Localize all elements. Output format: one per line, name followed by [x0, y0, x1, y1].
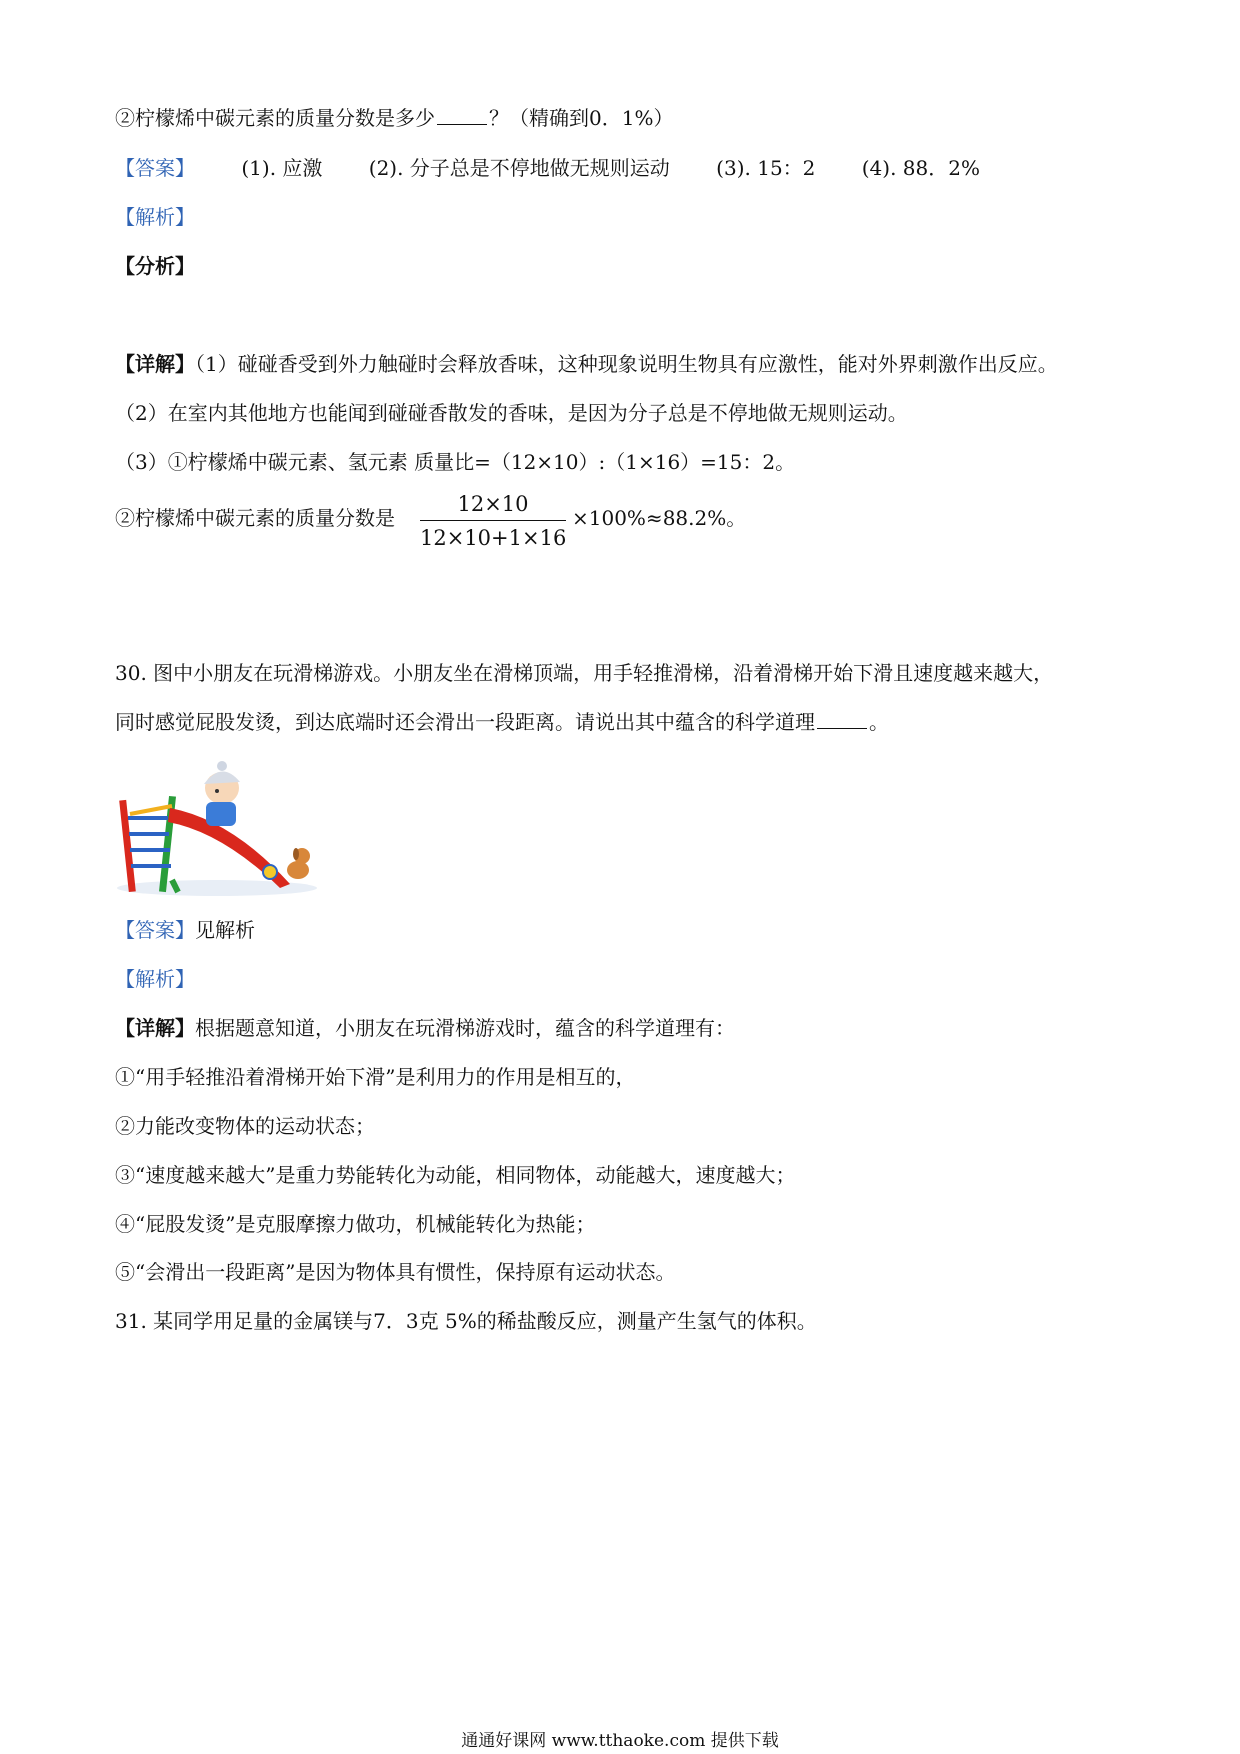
- q29-answer-line: [115, 154, 980, 182]
- fenxi-label: 【分析】: [115, 254, 195, 278]
- q29-part2-suffix: ？（精确到0．1%）: [489, 106, 674, 130]
- q30-point: ③“速度越来越大”是重力势能转化为动能，相同物体，动能越大，速度越大；: [115, 1163, 796, 1187]
- answer-blank: [817, 710, 867, 729]
- q30-point: ⑤“会滑出一段距离”是因为物体具有惯性，保持原有运动状态。: [115, 1260, 676, 1284]
- q30-point: ①“用手轻推沿着滑梯开始下滑”是利用力的作用是相互的，: [115, 1065, 636, 1089]
- fraction-numerator: 12×10: [420, 490, 566, 521]
- q30-stem-2: 同时感觉屁股发烫，到达底端时还会滑出一段距离。请说出其中蕴含的科学道理 。: [115, 710, 889, 734]
- q30-answer-line: [115, 916, 255, 944]
- slide-illustration: [112, 760, 322, 898]
- q30-point: ④“屁股发烫”是克服摩擦力做功，机械能转化为热能；: [115, 1212, 596, 1236]
- analysis-label: 【解析】: [115, 967, 195, 991]
- detail-label: 【详解】: [115, 1016, 195, 1040]
- analysis-label: 【解析】: [115, 205, 195, 229]
- q30-point: ②力能改变物体的运动状态；: [115, 1114, 375, 1138]
- q29-part2-prefix: ②柠檬烯中碳元素的质量分数是多少: [115, 106, 435, 130]
- q30-stem-1: 30. 图中小朋友在玩滑梯游戏。小朋友坐在滑梯顶端，用手轻推滑梯，沿着滑梯开始下滑且速度越来越大，: [115, 661, 1054, 685]
- answer-item: (2). 分子总是不停地做无规则运动: [368, 156, 670, 180]
- mass-fraction-formula: [420, 490, 566, 553]
- formula-result: ×100%≈88.2%。: [572, 506, 747, 530]
- answer-text: 见解析: [195, 918, 255, 942]
- q31-stem: 31. 某同学用足量的金属镁与7．3克 5%的稀盐酸反应，测量产生氢气的体积。: [115, 1309, 817, 1333]
- answer-item: (3). 15：2: [716, 156, 816, 180]
- q29-detail-1: 【详解】（1）碰碰香受到外力触碰时会释放香味，这种现象说明生物具有应激性，能对外界刺激作出反应。: [115, 352, 1058, 376]
- answer-label: 【答案】: [115, 156, 195, 180]
- page-footer: 通通好课网 www.tthaoke.com 提供下载: [461, 1731, 779, 1751]
- q30-detail-intro: 【详解】根据题意知道，小朋友在玩滑梯游戏时，蕴含的科学道理有：: [115, 1016, 735, 1040]
- answer-blank: [437, 106, 487, 125]
- answer-item: (1). 应激: [241, 156, 323, 180]
- answer-item: (4). 88．2%: [861, 156, 980, 180]
- fraction-denominator: 12×10+1×16: [420, 526, 567, 550]
- q29-part2-question: [115, 104, 673, 132]
- answer-label: 【答案】: [115, 918, 195, 942]
- q29-detail-2: （2）在室内其他地方也能闻到碰碰香散发的香味，是因为分子总是不停地做无规则运动。: [115, 401, 908, 425]
- q29-detail-4: ②柠檬烯中碳元素的质量分数是: [115, 506, 395, 530]
- q29-detail-3: （3）①柠檬烯中碳元素、氢元素 质量比=（12×10）:（1×16）=15：2。: [115, 450, 796, 474]
- detail-label: 【详解】: [115, 352, 195, 376]
